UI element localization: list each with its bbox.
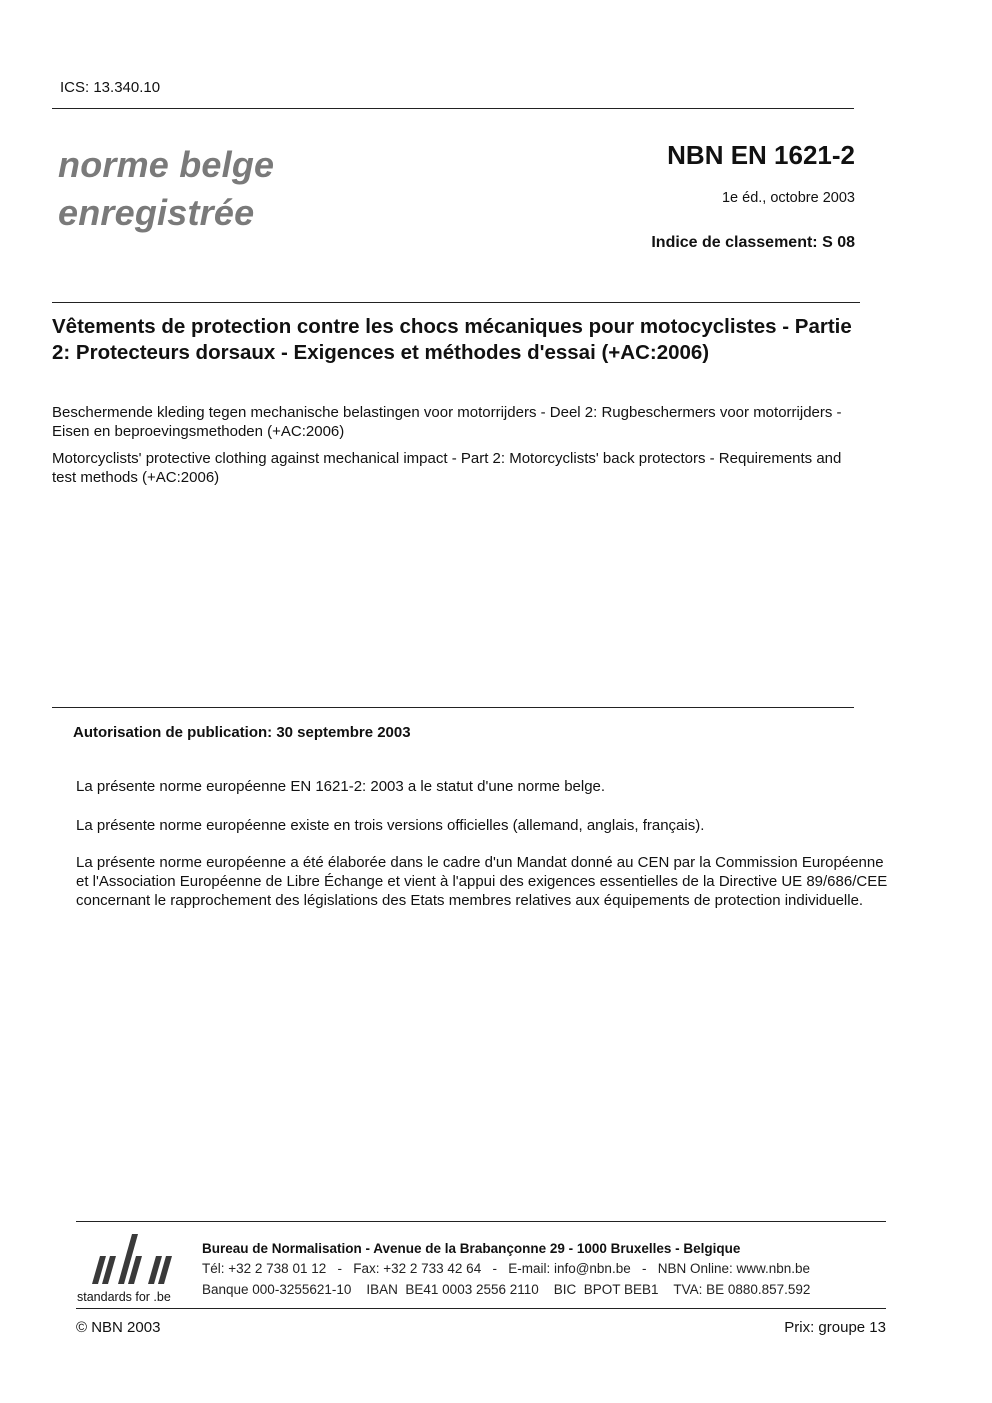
status-paragraph: La présente norme européenne EN 1621-2: 2003 a le statut d'une norme belge. — [76, 778, 606, 795]
copyright: © NBN 2003 — [76, 1319, 161, 1336]
logo-strokes — [92, 1234, 172, 1284]
footer-bottom-divider — [76, 1308, 886, 1309]
ics-code: ICS: 13.340.10 — [60, 79, 161, 96]
brand-label — [58, 141, 274, 237]
header-divider — [52, 108, 854, 109]
title-dutch: Beschermende kleding tegen mechanische belastingen voor motorrijders - Deel 2: Rugbeschermers voor motorrijders - Eisen en beproevingsmethoden (+AC:2006) — [52, 404, 842, 440]
standard-code: NBN EN 1621-2 — [667, 140, 855, 170]
title-english: Motorcyclists' protective clothing against mechanical impact - Part 2: Motorcyclists' back protectors - Requirements and test methods (+AC:2006) — [52, 450, 842, 486]
footer-top-divider — [76, 1221, 886, 1222]
publication-authorisation: Autorisation de publication: 30 septembre 2003 — [73, 724, 411, 741]
brand-line-1: norme belge — [58, 144, 275, 185]
body-divider — [52, 707, 854, 708]
price-group: Prix: groupe 13 — [784, 1319, 886, 1336]
edition-date: 1e éd., octobre 2003 — [721, 190, 855, 206]
versions-paragraph: La présente norme européenne existe en trois versions officielles (allemand, anglais, français). — [76, 817, 705, 834]
mandate-paragraph: La présente norme européenne a été élaborée dans le cadre d'un Mandat donné au CEN par la Commission Européenne et l'Association Européenne de Libre Échange et vient à l'appui des exigences essentielles de la Directive UE 89/686/CEE concernant le rapprochement des législations des Etats membres relatives aux équipements de protection individuelle. — [76, 854, 888, 909]
brand-line-2: enregistrée — [58, 192, 255, 233]
title-french: Vêtements de protection contre les chocs mécaniques pour motocyclistes - Partie 2: Protecteurs dorsaux - Exigences et méthodes d'essai (+AC:2006) — [52, 315, 852, 364]
logo-caption: standards for .be — [77, 1290, 171, 1304]
footer-bank: Banque 000-3255621-10 IBAN BE41 0003 2556 2110 BIC BPOT BEB1 TVA: BE 0880.857.592 — [202, 1282, 811, 1297]
classification-index: Indice de classement: S 08 — [651, 234, 855, 251]
footer-contact: Tél: +32 2 738 01 12 - Fax: +32 2 733 42 64 - E-mail: info@nbn.be - NBN Online: www.nbn.be — [202, 1261, 811, 1276]
title-divider — [52, 302, 860, 303]
footer-address: Bureau de Normalisation - Avenue de la Brabançonne 29 - 1000 Bruxelles - Belgique — [202, 1241, 741, 1256]
